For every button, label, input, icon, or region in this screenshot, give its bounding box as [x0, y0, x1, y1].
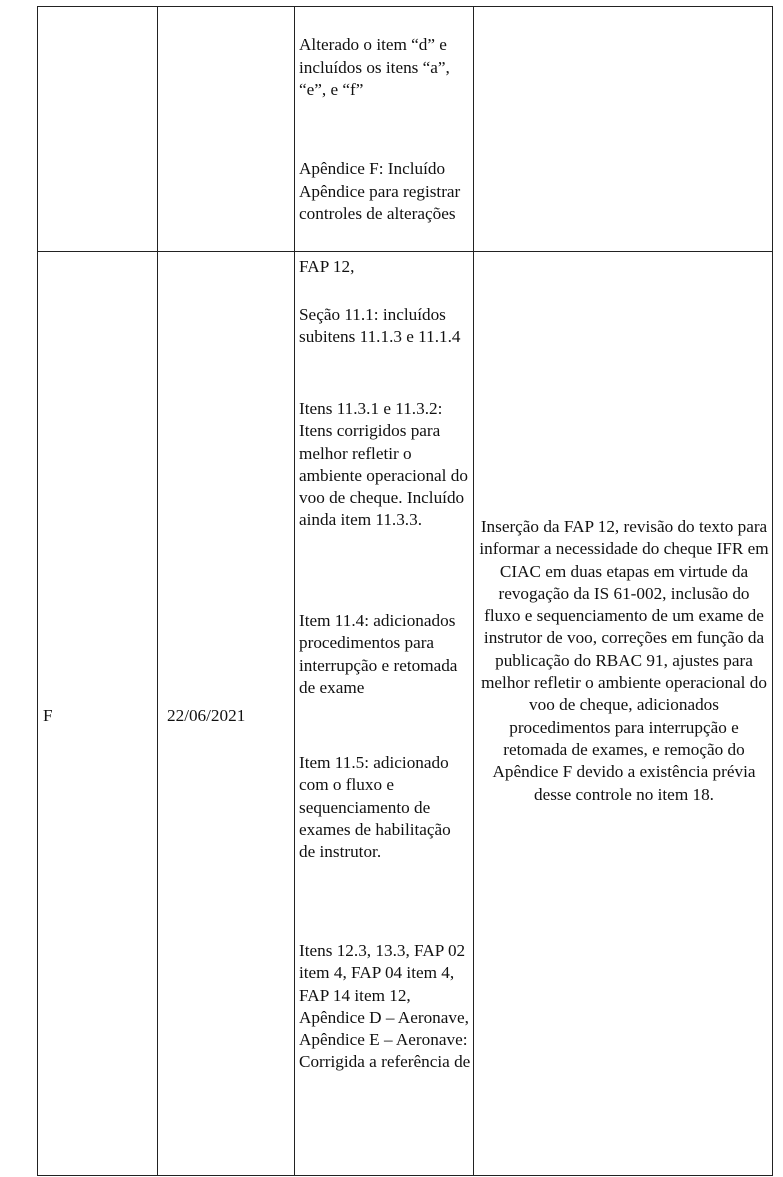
row-divider: [37, 251, 773, 252]
row-1-items-cell: [299, 12, 471, 123]
column-border-right: [772, 6, 773, 1175]
column-divider-3: [473, 6, 474, 1175]
revision-description: Inserção da FAP 12, revisão do texto para informar a necessidade do cheque IFR em CIAC em duas etapas em virtude da revogação da IS 61-002, inclusão do fluxo e sequenciamento de um exame de instrutor de voo, correções em função da publicação do RBAC 91, ajustes para melhor refletir o ambiente operacional do voo de cheque, adicionados procedimentos para interrupção e retomada de exames, e remoção do Apêndice F devido a existência prévia desse controle no item 18.: [479, 517, 769, 804]
row-1-item-text: Alterado o item “d” e incluídos os itens “a”, “e”, e “f”: [299, 35, 450, 99]
row-2-item-text: Itens 11.3.1 e 11.3.2: Itens corrigidos para melhor refletir o ambiente operacional do voo de cheque. Incluído ainda item 11.3.3.: [299, 399, 468, 530]
column-divider-2: [294, 6, 295, 1175]
row-2-item-text: Item 11.4: adicionados procedimentos para interrupção e retomada de exame: [299, 611, 458, 697]
row-2-item-text: Seção 11.1: incluídos subitens 11.1.3 e 11.1.4: [299, 305, 461, 347]
revision-letter: F: [43, 706, 53, 725]
revision-date: 22/06/2021: [167, 706, 246, 725]
table-border-bottom: [37, 1175, 773, 1176]
row-2-item-text: Item 11.5: adicionado com o fluxo e sequenciamento de exames de habilitação de instrutor.: [299, 753, 451, 862]
row-2-item-text: FAP 12,: [299, 257, 355, 276]
row-1-item-text: Apêndice F: Incluído Apêndice para registrar controles de alterações: [299, 159, 461, 223]
column-divider-1: [157, 6, 158, 1175]
row-2-item-text: Itens 12.3, 13.3, FAP 02 item 4, FAP 04 item 4, FAP 14 item 12, Apêndice D – Aeronave, Apêndice E – Aeronave: Corrigida a referência de: [299, 941, 471, 1072]
row-1-items-cell-appendix: [299, 136, 471, 247]
column-border-left: [37, 6, 38, 1175]
table-border-top: [37, 6, 773, 7]
